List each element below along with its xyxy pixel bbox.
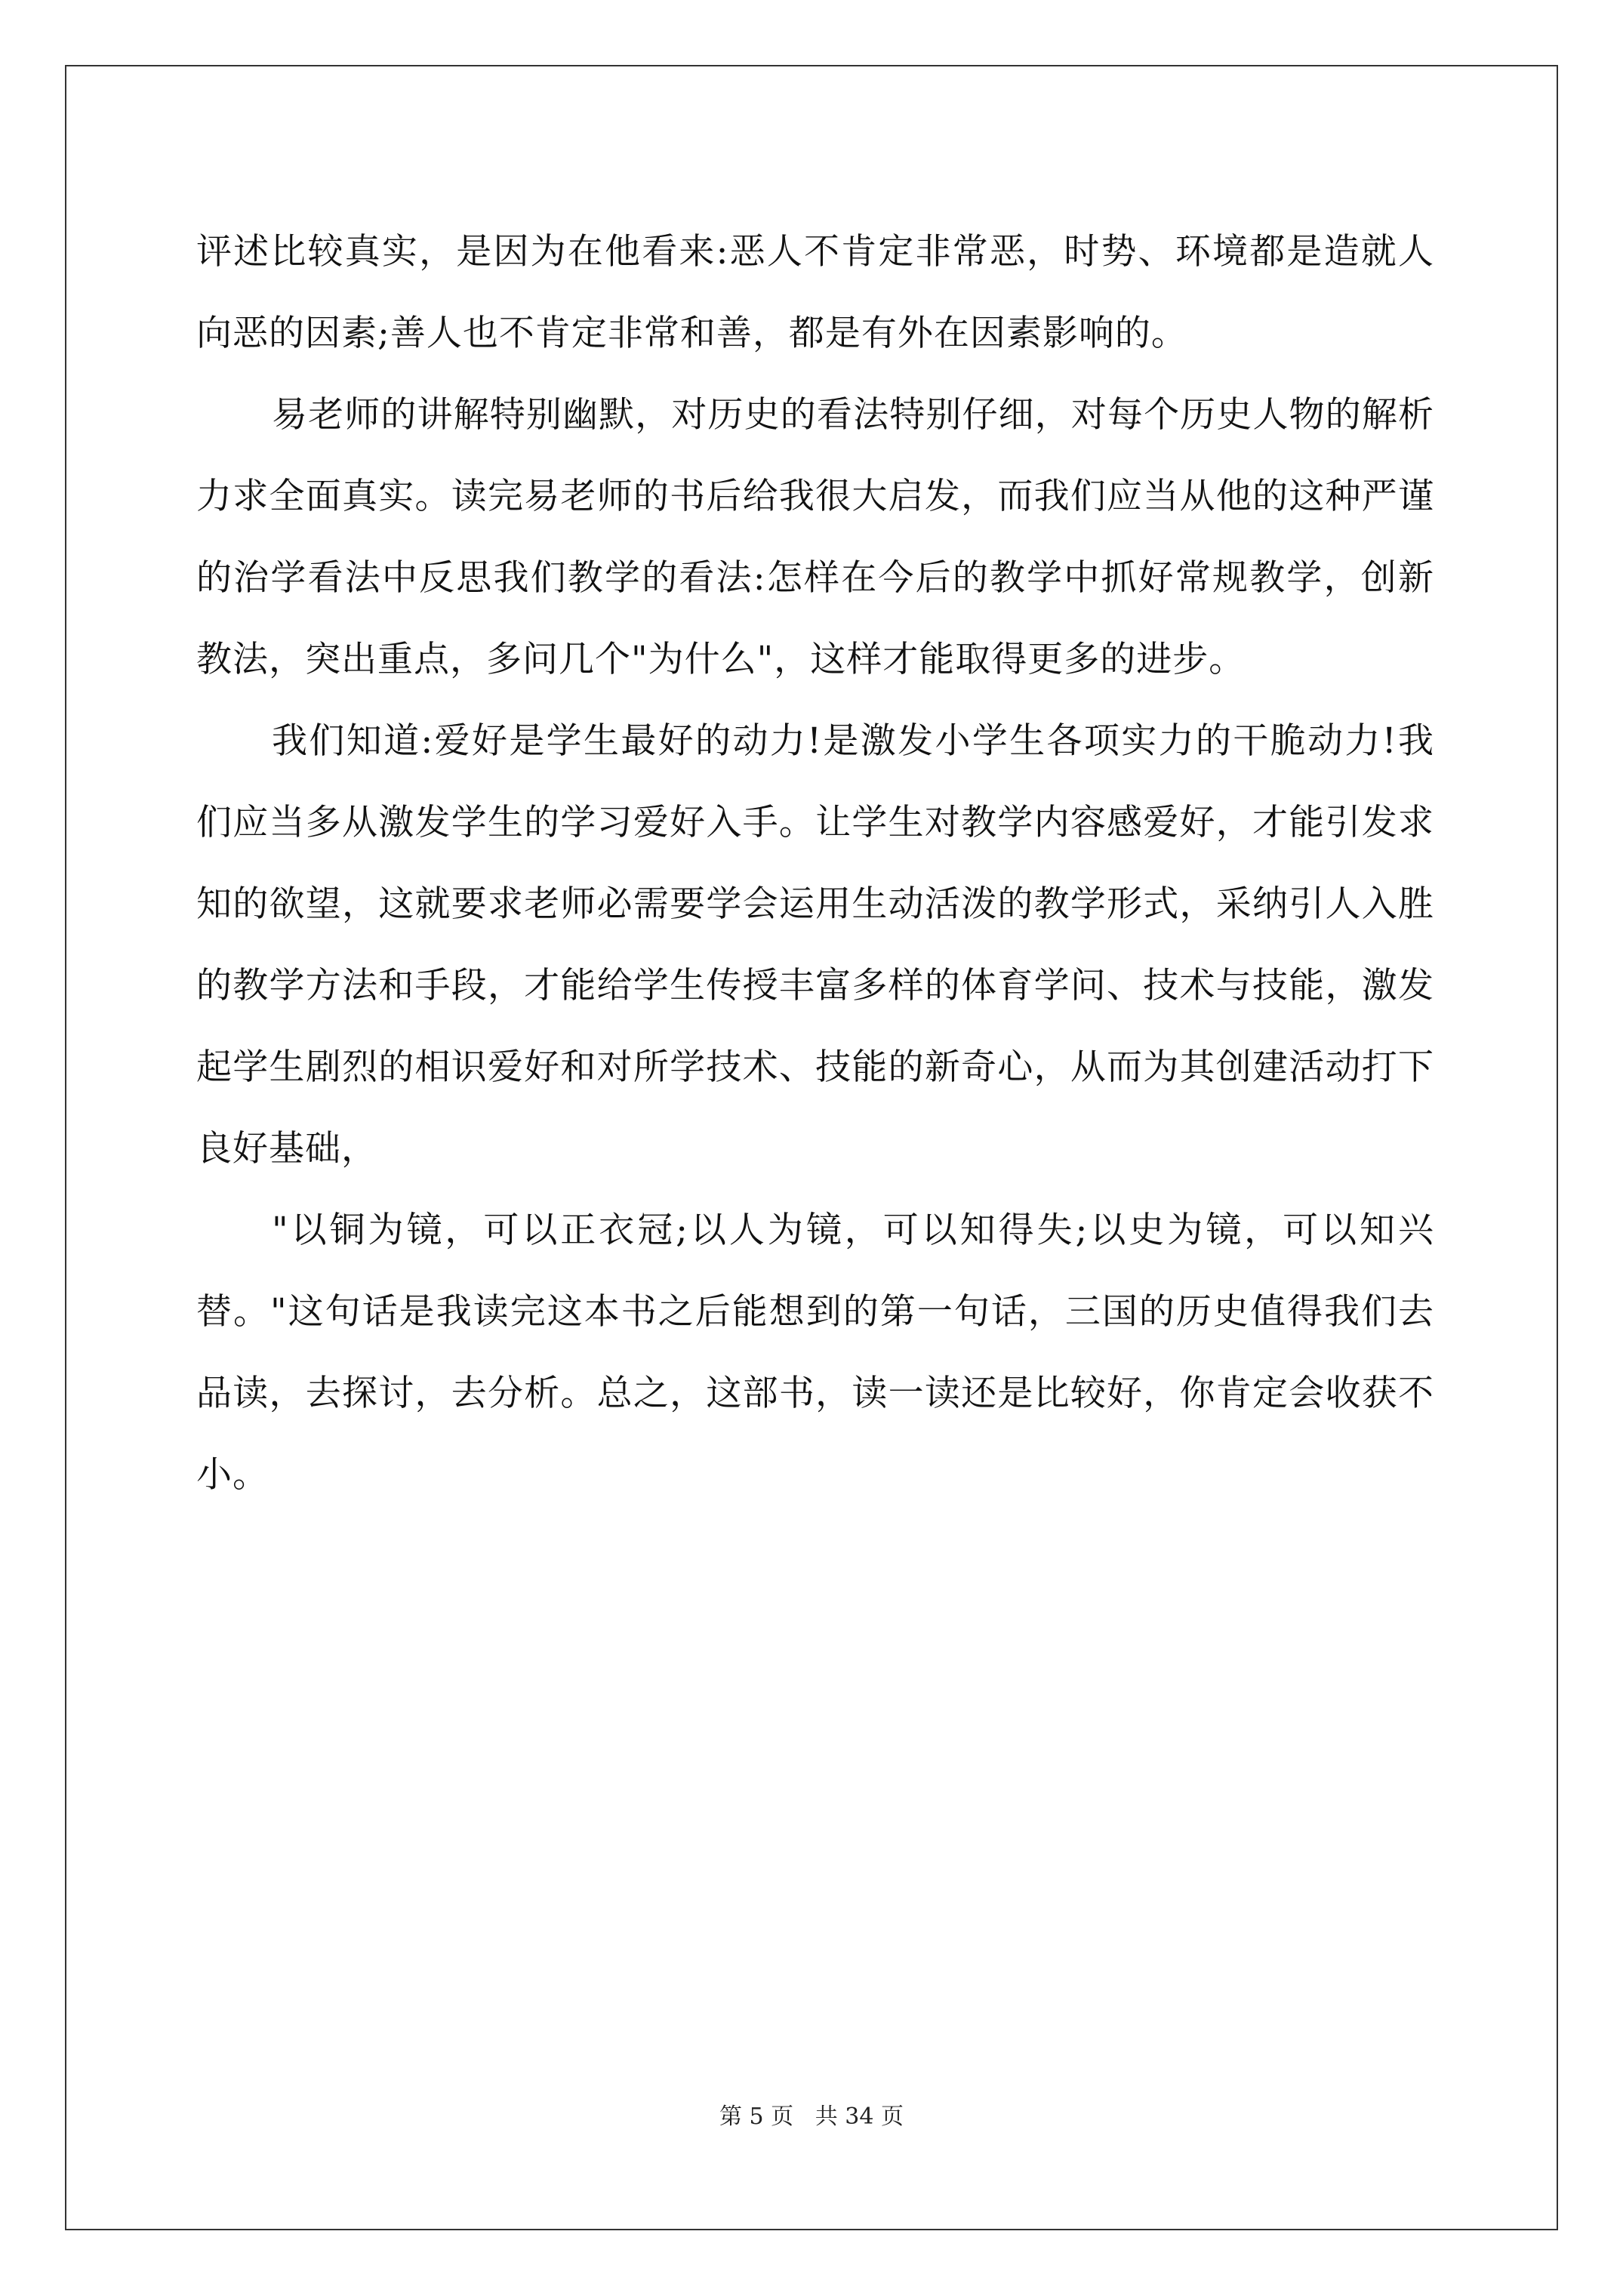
paragraph-4: "以铜为镜，可以正衣冠;以人为镜，可以知得失;以史为镜，可以知兴替。"这句话是我读完这本书之后能想到的第一句话，三国的历史值得我们去品读，去探讨，去分析。总之，这部书，读一读还是比较好，你肯定会收获不小。 [196,1210,1434,1496]
document-body [196,211,1434,1516]
page-total: 共 34 页 [815,2103,904,2130]
paragraph-1: 评述比较真实，是因为在他看来:恶人不肯定非常恶，时势、环境都是造就人向恶的因素;善人也不肯定非常和善，都是有外在因素影响的。 [196,231,1434,354]
paragraph-2: 易老师的讲解特别幽默，对历史的看法特别仔细，对每个历史人物的解析力求全面真实。读完易老师的书后给我很大启发，而我们应当从他的这种严谨的治学看法中反思我们教学的看法:怎样在今后的教学中抓好常规教学，创新教法，突出重点，多问几个"为什么"，这样才能取得更多的进步。 [196,394,1434,680]
page-footer [0,2097,1623,2131]
page-number: 第 5 页 [719,2103,794,2130]
paragraph-3: 我们知道:爱好是学生最好的动力!是激发小学生各项实力的干脆动力!我们应当多从激发学生的学习爱好入手。让学生对教学内容感爱好，才能引发求知的欲望，这就要求老师必需要学会运用生动活泼的教学形式，采纳引人入胜的教学方法和手段，才能给学生传授丰富多样的体育学问、技术与技能，激发起学生剧烈的相识爱好和对所学技术、技能的新奇心，从而为其创建活动打下良好基础， [196,720,1434,1170]
